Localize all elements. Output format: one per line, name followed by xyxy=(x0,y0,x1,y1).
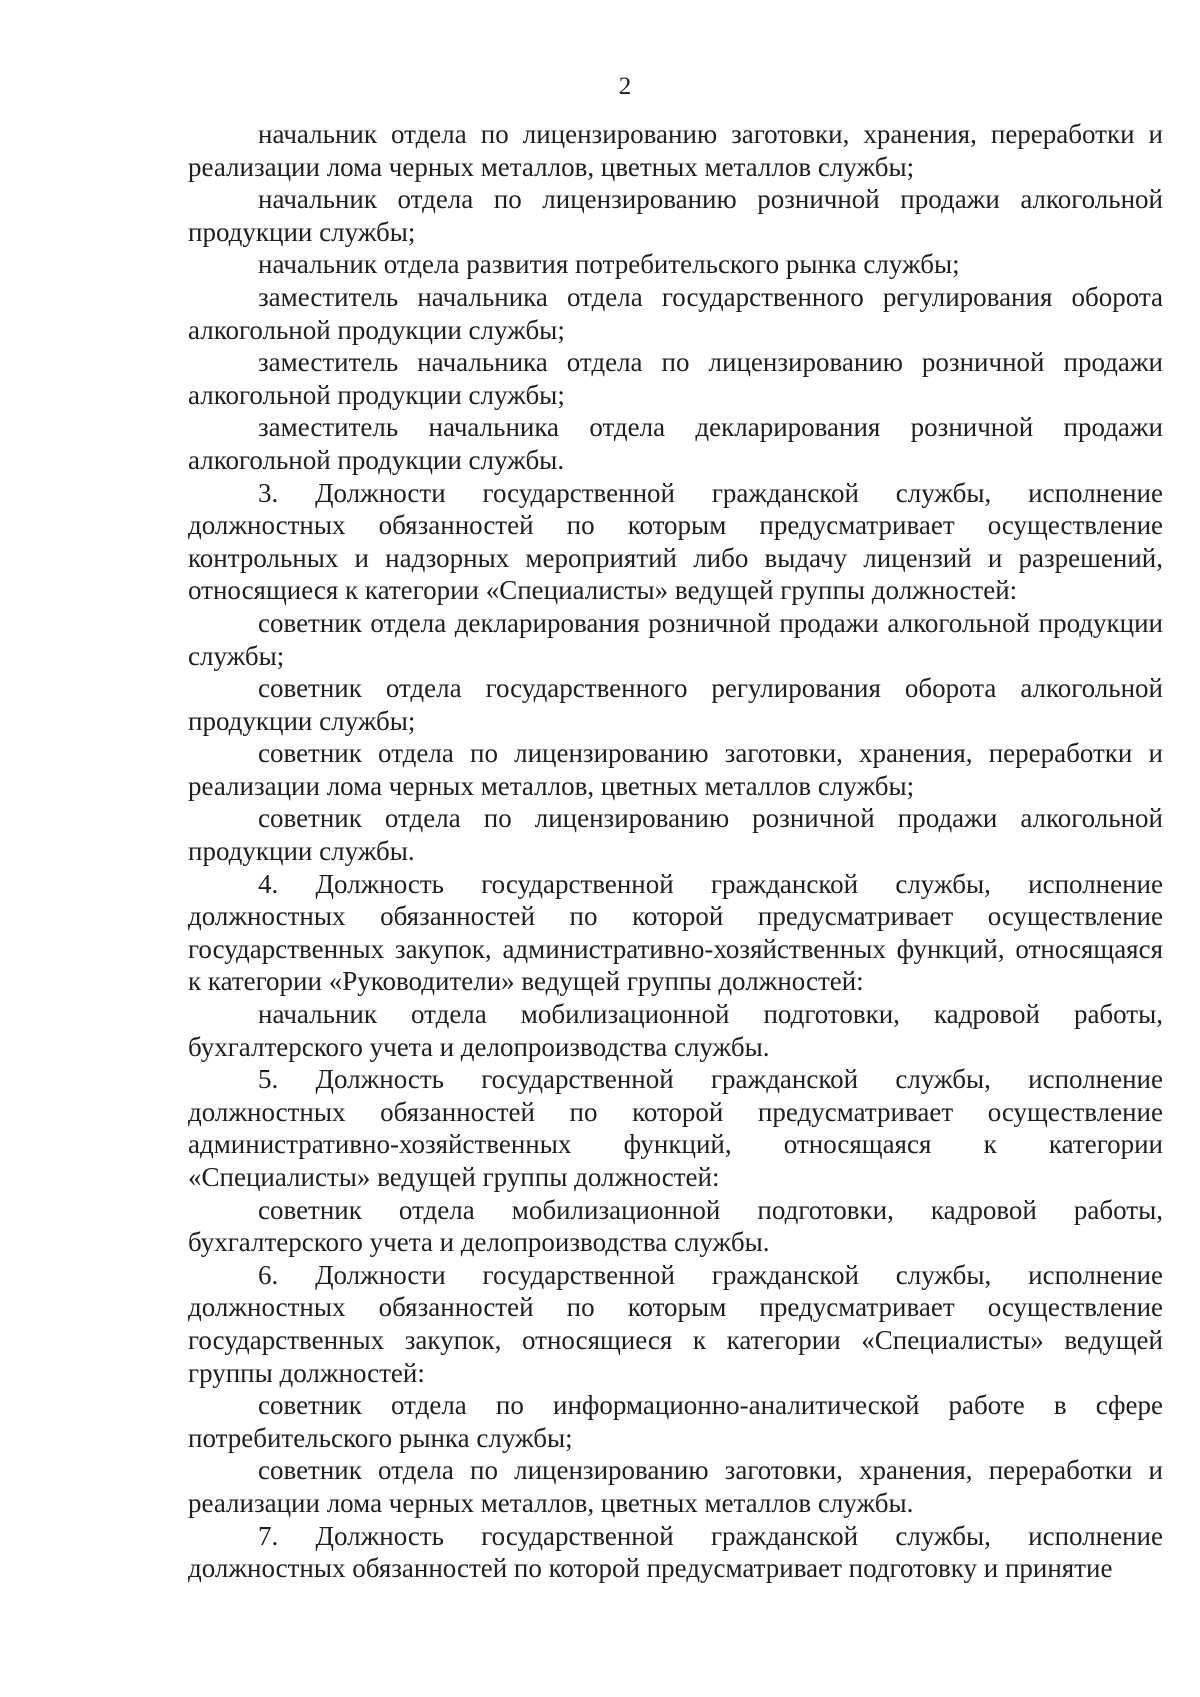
paragraph: советник отдела мобилизационной подготовки, кадровой работы, бухгалтерского учета и делопроизводства службы. xyxy=(188,1194,1163,1258)
paragraph: советник отдела по лицензированию заготовки, хранения, переработки и реализации лома черных металлов, цветных металлов службы. xyxy=(188,1455,1163,1518)
paragraph: начальник отдела развития потребительского рынка службы; xyxy=(258,249,960,280)
paragraph: советник отдела по лицензированию заготовки, хранения, переработки и реализации лома черных металлов, цветных металлов службы; xyxy=(188,738,1163,801)
numbered-paragraph-5: 5. Должность государственной гражданской службы, исполнение должностных обязанностей по которой предусматривает осуществление административно-хозяйственных функций, относящаяся к категории «Специалисты» ведущей группы должностей: xyxy=(188,1064,1163,1192)
paragraph: начальник отдела мобилизационной подготовки, кадровой работы, бухгалтерского учета и делопроизводства службы. xyxy=(188,999,1163,1062)
paragraph: советник отдела декларирования розничной продажи алкогольной продукции службы; xyxy=(188,607,1163,671)
paragraph: заместитель начальника отдела декларирования розничной продажи алкогольной продукции службы. xyxy=(188,412,1163,475)
paragraph: начальник отдела по лицензированию заготовки, хранения, переработки и реализации лома черных металлов, цветных металлов службы; xyxy=(188,119,1163,182)
paragraph: начальник отдела по лицензированию розничной продажи алкогольной продукции службы; xyxy=(188,184,1163,247)
numbered-paragraph-7: 7. Должность государственной гражданской службы, исполнение должностных обязанностей по которой предусматривает подготовку и принятие xyxy=(188,1520,1163,1584)
paragraph: советник отдела по информационно-аналитической работе в сфере потребительского рынка службы; xyxy=(188,1390,1163,1453)
paragraph: советник отдела по лицензированию розничной продажи алкогольной продукции службы. xyxy=(188,803,1163,867)
paragraph: советник отдела государственного регулирования оборота алкогольной продукции службы; xyxy=(188,673,1163,736)
paragraph: заместитель начальника отдела государственного регулирования оборота алкогольной продукции службы; xyxy=(188,281,1163,345)
document-body xyxy=(188,118,1163,1585)
page-number: 2 xyxy=(618,73,632,100)
numbered-paragraph-6: 6. Должности государственной гражданской службы, исполнение должностных обязанностей по которым предусматривает осуществление государственных закупок, относящиеся к категории «Специалисты» ведущей группы должностей: xyxy=(188,1259,1163,1388)
numbered-paragraph-3: 3. Должности государственной гражданской службы, исполнение должностных обязанностей по которым предусматривает осуществление контрольных и надзорных мероприятий либо выдачу лицензий и разрешений, относящиеся к категории «Специалисты» ведущей группы должностей: xyxy=(188,477,1163,606)
numbered-paragraph-4: 4. Должность государственной гражданской службы, исполнение должностных обязанностей по которой предусматривает осуществление государственных закупок, административно-хозяйственных функций, относящаяся к категории «Руководители» ведущей группы должностей: xyxy=(188,868,1163,997)
paragraph: заместитель начальника отдела по лицензированию розничной продажи алкогольной продукции службы; xyxy=(188,347,1163,410)
